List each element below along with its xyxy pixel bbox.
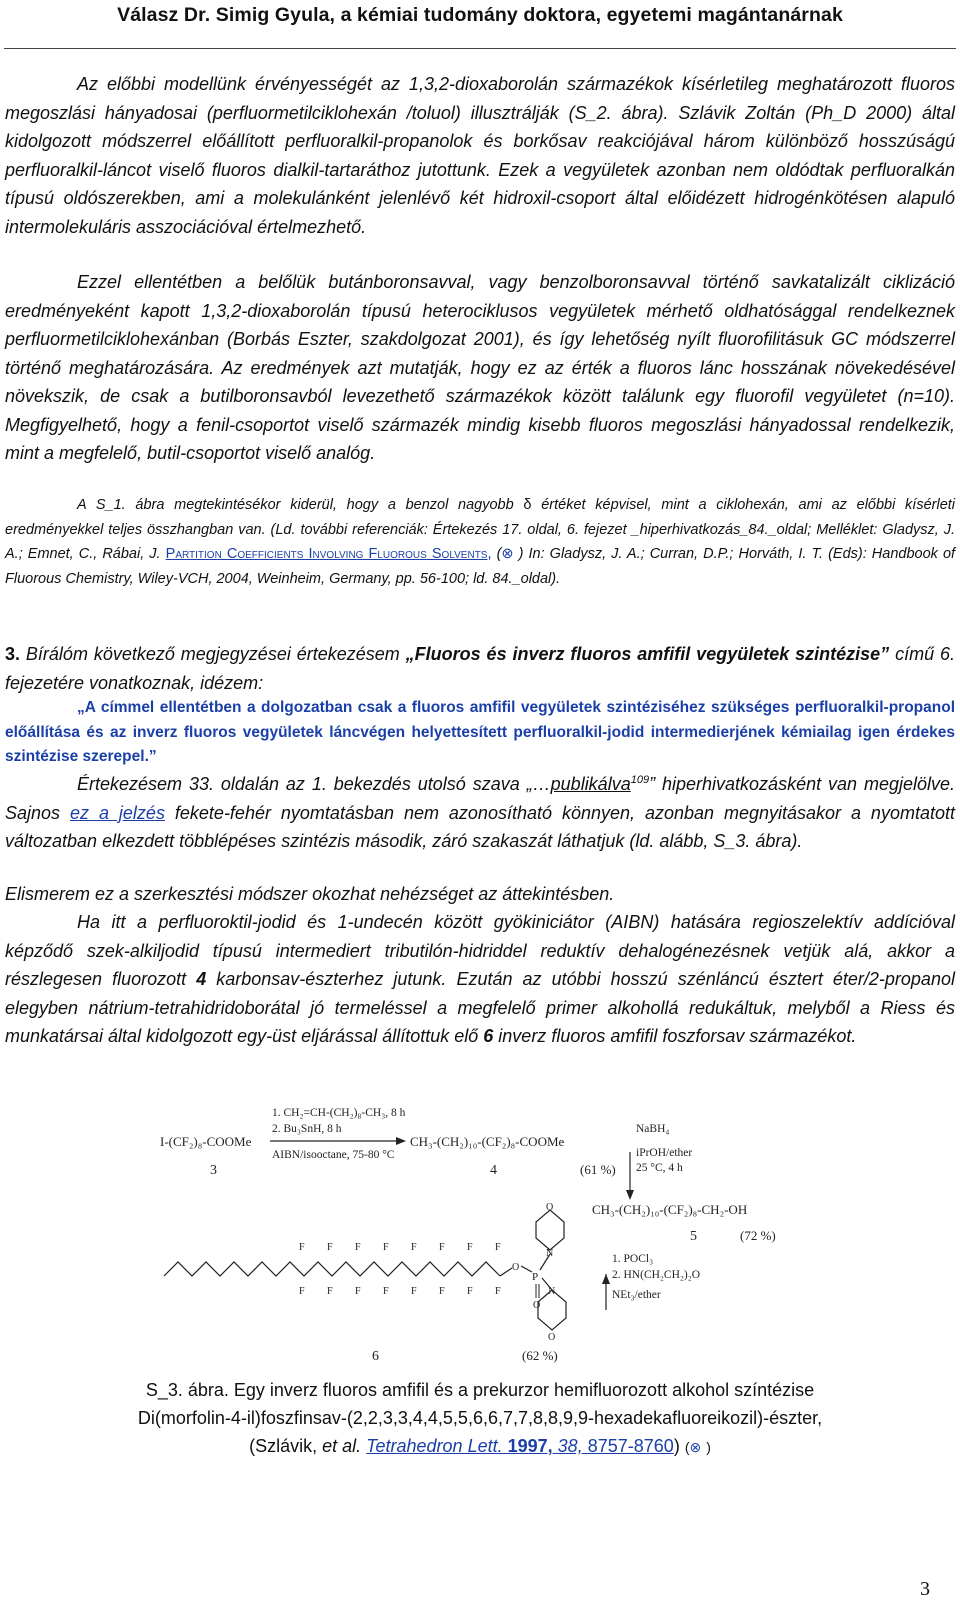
morpholine-o-2: O <box>548 1332 556 1343</box>
f-atom: F <box>299 1286 305 1297</box>
phosphoryl-oxygen: O <box>533 1300 541 1311</box>
journal-volume: 38, <box>557 1436 583 1456</box>
compound-5-yield: (72 %) <box>740 1228 776 1243</box>
figure-caption <box>80 1376 880 1461</box>
f-atom: F <box>327 1242 333 1253</box>
reaction-scheme-svg <box>160 1098 840 1366</box>
caption-line-1: S_3. ábra. Egy inverz fluoros amfifil és a prekurzor hemifluorozott alkohol színtézise <box>145 1380 815 1400</box>
journal-year: 1997, <box>507 1436 553 1456</box>
section-3-text <box>5 640 955 697</box>
paragraph-3-text <box>5 493 955 591</box>
paragraph-4-text <box>5 766 955 856</box>
delta-symbol: δ <box>523 497 532 513</box>
paragraph-6-text <box>5 908 955 1051</box>
ester-oxygen: O <box>512 1262 520 1273</box>
arrow-step1-head <box>396 1137 406 1145</box>
f-atom: F <box>467 1242 473 1253</box>
f-atom: F <box>495 1286 501 1297</box>
phosphorus-atom: P <box>532 1271 539 1283</box>
footnote-ref: 109 <box>630 774 650 786</box>
f-atom: F <box>439 1286 445 1297</box>
arrow-step3-head <box>602 1274 610 1284</box>
f-atom: F <box>411 1242 417 1253</box>
journal-name: Tetrahedron Lett. <box>366 1436 503 1456</box>
caption-etal: et al. <box>322 1436 362 1456</box>
caption-close: ) <box>673 1436 680 1456</box>
step3-reagent-a: 1. POCl₃ <box>612 1253 654 1265</box>
caption-line-2: Di(morfolin-4-il)foszfinsav-(2,2,3,3,4,4,5,5,6,6,7,7,8,8,9,9-hexadekafluoreikozil)-észter, <box>137 1408 823 1428</box>
jelzes-link[interactable]: ez a jelzés <box>70 802 165 823</box>
reviewer-quote <box>5 696 955 770</box>
reaction-scheme <box>160 1098 840 1366</box>
caption-authors: (Szlávik, <box>249 1436 318 1456</box>
step2-conditions: 25 °C, 4 h <box>636 1162 683 1174</box>
morpholine-o-1: O <box>546 1202 554 1213</box>
arrow-step2-head <box>626 1190 634 1200</box>
paragraph-1-text: Az előbbi modellünk érvényességét az 1,3,2-dioxaborolán származékok kísérletileg meghatározott fluoros megoszlási hányadosai (perfluormetilciklohexán /toluol) illusztrálják (S_2. ábra). Szlávik Zoltán (Ph_D 2000) által kidolgozott módszerrel előállított perfluoralkil-propanolok és borkősav reakciójával három különböző hosszúságú perfluoralkil-láncot viselő fluoros dialkil-tartaráthoz jutottunk. Ezek a vegyületek azonban nem oldódtak perfluoralkán típusú oldószerekben, ami a molekulánként jelenlévő két hidroxil-csoport által előidézett hidrogénkötésen alapuló intermolekuláris asszociációval értelmezhető. <box>5 74 955 237</box>
chapter-title: „Fluoros és inverz fluoros amfifil vegyületek szintézise” <box>405 644 890 664</box>
para3-paren: ( <box>496 546 502 562</box>
journal-pages: 8757-8760 <box>587 1436 674 1456</box>
para3-text-c: ) In: Gladysz, J. A.; Curran, D.P.; Horváth, I. T. (Eds): Handbook of Fluorous Chemistry, Wiley-VCH, 2004, Weinheim, Germany, pp. 56-100; ld. 84._oldal). <box>5 546 956 587</box>
attachment-icon[interactable]: ⊗ <box>501 546 514 562</box>
compound-5-label: 5 <box>690 1229 697 1244</box>
paragraph-5-text: Elismerem ez a szerkesztési módszer okozhat nehézséget az áttekintésben. <box>5 884 615 904</box>
compound-6-ref: 6 <box>483 1026 494 1046</box>
para3-text-a: A S_1. ábra megtekintésékor kiderül, hogy a benzol nagyobb <box>77 497 514 513</box>
section-number: 3. <box>5 644 21 664</box>
paragraph-4 <box>5 766 955 856</box>
fluorine-atoms <box>299 1242 501 1297</box>
section-3-intro: Bírálóm következő megjegyzései értekezésem <box>25 644 400 664</box>
f-atom: F <box>383 1242 389 1253</box>
para6-text-b: karbonsav-észterhez jutunk. Ezután az utóbbi hosszú szénláncú észtert éter/2-propanol elegyben nátrium-tetrahidridoborátal jó termeléssel a megfelelő primer alkohollá redukáltuk, melyből a Riess és munkatársai által kidolgozott egy-üst eljárással állítottuk elő <box>5 969 955 1046</box>
compound-3-label: 3 <box>210 1163 217 1178</box>
para4-text-a: Értekezésem 33. oldalán az 1. bekezdés utolsó szava „… <box>77 774 551 794</box>
paragraph-6 <box>5 908 955 1051</box>
reference-link[interactable]: Partition Coefficients Involving Fluorous Solvents, <box>165 546 492 562</box>
step2-reagent: NaBH₄ <box>636 1123 670 1135</box>
compound-4-formula: CH₃-(CH₂)₁₀-(CF₂)₈-COOMe <box>410 1134 565 1149</box>
f-atom: F <box>495 1242 501 1253</box>
compound-5-formula: CH₃-(CH₂)₁₀-(CF₂)₈-CH₂-OH <box>592 1202 748 1217</box>
para6-text-c: inverz fluoros amfifil foszforsav származékot. <box>498 1026 857 1046</box>
page-header: Válasz Dr. Simig Gyula, a kémiai tudomány doktora, egyetemi magántanárnak <box>117 4 843 26</box>
section-3-heading <box>5 640 955 697</box>
para6-text-a: Ha itt a perfluoroktil-jodid és 1-undecén között gyökiniciátor (AIBN) hatására regioszelektív addícióval képződő szek-alkiljodid típusú intermediert tributilón-hidriddel reduktív dehalogénezésnek vetjük alá, akkor a részlegesen fluorozott <box>5 912 955 989</box>
bond-o-p <box>521 1266 532 1272</box>
compound-6-yield: (62 %) <box>522 1348 558 1363</box>
para4-text-b: ” hiperhivatkozásként van megjelölve. Sajnos <box>5 774 956 823</box>
f-atom: F <box>299 1242 305 1253</box>
publikalva-link[interactable]: publikálva <box>550 774 631 794</box>
alkyl-chain-skeleton <box>164 1262 500 1276</box>
quote-text: „A címmel ellentétben a dolgozatban csak a fluoros amfifil vegyületek szintéziséhez szükséges perfluoralkil-propanol előállítása és az inverz fluoros vegyületek láncvégen helyettesített perfluoralkil-jodid intermedierjének kémiailag igen érdekes szintézise szerepel.” <box>5 699 955 765</box>
compound-6-label: 6 <box>372 1349 379 1364</box>
paragraph-3 <box>5 493 955 591</box>
morpholine-ring-1 <box>536 1210 564 1250</box>
f-atom: F <box>439 1242 445 1253</box>
paragraph-1 <box>5 70 955 241</box>
compound-4-label: 4 <box>490 1163 497 1178</box>
caption-line-3 <box>80 1432 880 1461</box>
compound-4-yield: (61 %) <box>580 1162 616 1177</box>
f-atom: F <box>355 1242 361 1253</box>
f-atom: F <box>467 1286 473 1297</box>
f-atom: F <box>411 1286 417 1297</box>
f-atom: F <box>383 1286 389 1297</box>
journal-link[interactable] <box>366 1436 674 1456</box>
para4-text-c: fekete-fehér nyomtatásban nem azonosítható könnyen, azonban megnyitásakor a nyomtatott változatban elkezdett többlépéses szintézis második, záró szakaszát láthatjuk (ld. alább, S_3. ábra). <box>5 802 955 851</box>
f-atom: F <box>327 1286 333 1297</box>
morpholine-n-1: N <box>546 1248 554 1259</box>
morpholine-n-2: N <box>548 1286 556 1297</box>
step1-reagent-a: 1. CH₂=CH-(CH₂)₈-CH₃, 8 h <box>272 1107 406 1119</box>
attachment-icon[interactable]: ⊗ <box>689 1439 702 1455</box>
para3-text-b: értéket képvisel, mint a ciklohexán, ami az előbbi kísérleti eredményekkel teljes összhangban van. (Ld. további referenciák: Értekezés 17. oldal, 6. fejezet _hiperhivatkozás_84._oldal; Melléklet: Gladysz, J. A.; Emnet, C., Rábai, J. <box>5 497 956 562</box>
step1-reagent-b: 2. Bu₃SnH, 8 h <box>272 1123 342 1135</box>
section-3-tail: című 6. fejezetére vonatkoznak, idézem: <box>5 644 955 693</box>
caption-paren-open: ( <box>684 1439 690 1455</box>
f-atom: F <box>355 1286 361 1297</box>
paragraph-2-text: Ezzel ellentétben a belőlük butánboronsavval, vagy benzolboronsavval történő savkatalizált ciklizáció eredményeként kapott 1,3,2-dioxaborolán típusú heterociklusos vegyületek mérhető oldhatósággal rendelkeznek perfluormetilciklohexánban (Borbás Eszter, szakdolgozat 2001), és így lehetőség nyílt fluorofilitásuk GC módszerrel történő meghatározására. Az eredmények azt mutatják, hogy ez az érték a fluoros lánc hosszának növekedésével növekszik, de csak a butilboronsavból levezethető származékok között találunk egy fluorofil vegyületet (n=10). Megfigyelhető, hogy a fenil-csoportot viselő származék mindig kisebb fluoros megoszlási hányadossal rendelkezik, mint a megfelelő, butil-csoportot viselő analóg. <box>5 272 955 463</box>
step3-conditions: NEt₃/ether <box>612 1289 661 1301</box>
caption-paren-close: ) <box>706 1439 711 1455</box>
paragraph-2 <box>5 268 955 468</box>
page-number: 3 <box>920 1578 930 1600</box>
paragraph-5 <box>5 880 955 909</box>
header-rule <box>4 48 956 49</box>
bond-c-o <box>500 1268 512 1276</box>
step3-reagent-b: 2. HN(CH₂CH₂)₂O <box>612 1269 701 1281</box>
compound-4-ref: 4 <box>196 969 207 989</box>
step2-solvent: iPrOH/ether <box>636 1147 693 1159</box>
compound-3-formula: I-(CF₂)₈-COOMe <box>160 1134 252 1149</box>
step1-conditions: AIBN/isooctane, 75-80 °C <box>272 1149 395 1161</box>
